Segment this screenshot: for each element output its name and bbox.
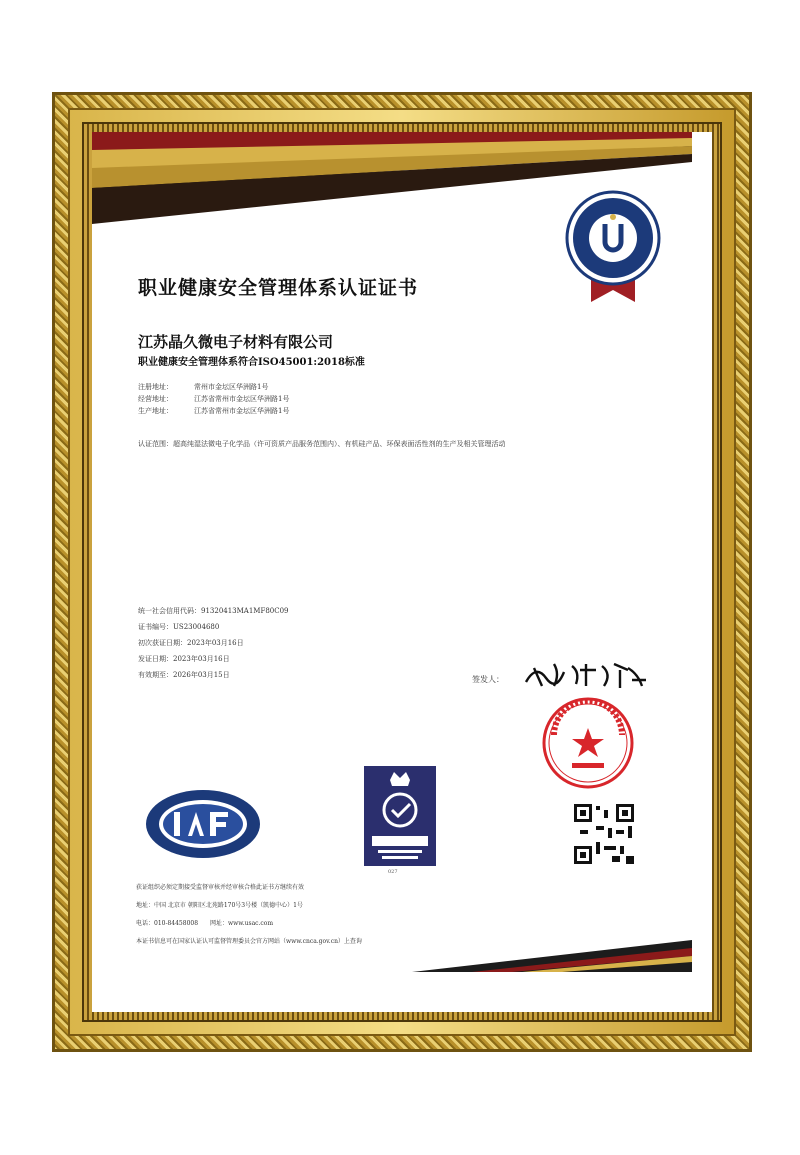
detail-value: 91320413MA1MF80C09 (201, 607, 289, 615)
address-value: 江苏省常州市金坛区华洲路1号 (194, 395, 290, 403)
certificate-paper (92, 132, 712, 1012)
detail-row (138, 623, 219, 632)
detail-value: 2026年03月15日 (173, 671, 230, 679)
detail-label: 发证日期： (138, 655, 173, 663)
frame-middle (68, 108, 736, 1036)
company-name: 江苏晶久微电子材料有限公司 (138, 333, 334, 351)
detail-row (138, 607, 289, 616)
detail-value: 2023年03月16日 (173, 655, 230, 663)
ukas-logo-icon (364, 766, 436, 866)
address-label: 注册地址： (138, 383, 173, 391)
signer-label: 签发人： (472, 675, 504, 684)
detail-value: 2023年03月16日 (187, 639, 244, 647)
address-value: 常州市金坛区华洲路1号 (194, 383, 269, 391)
scope-block (138, 439, 658, 450)
scope-text: 超高纯湿法微电子化学品（许可资质产品服务范围内）、有机硅产品、环保表面活性剂的生产及相关管理活动 (173, 440, 506, 448)
address-value: 江苏省常州市金坛区华洲路1号 (194, 407, 290, 415)
detail-label: 初次获证日期： (138, 639, 187, 647)
detail-label: 证书编号： (138, 623, 173, 631)
gold-frame (52, 92, 752, 1052)
address-label: 生产地址： (138, 407, 173, 415)
address-row (138, 383, 268, 392)
qr-code-icon (572, 802, 636, 866)
detail-row (138, 639, 244, 648)
address-row (138, 407, 289, 416)
scope-label: 认证范围： (138, 440, 173, 448)
address-label: 经营地址： (138, 395, 173, 403)
ukas-number: 027 (388, 869, 398, 875)
bottom-ribbon-decoration (92, 940, 692, 972)
iaf-logo-icon (144, 788, 262, 860)
footer-line: 地址：中国 北京市 朝阳区北苑路170号3号楼（凯德中心）1号 (136, 902, 303, 909)
red-seal-icon (540, 695, 636, 791)
address-row (138, 395, 289, 404)
detail-label: 统一社会信用代码： (138, 607, 201, 615)
footer-line: 电话：010-84458008 网址：www.usac.com (136, 920, 274, 927)
footer-line: 本证书信息可在国家认证认可监督管理委员会官方网站（www.cnca.gov.cn）上查询 (136, 938, 362, 945)
certificate-title: 职业健康安全管理体系认证证书 (138, 277, 419, 299)
standard-statement: 职业健康安全管理体系符合ISO45001:2018标准 (138, 357, 365, 368)
frame-inner (82, 122, 722, 1022)
detail-row (138, 671, 230, 680)
detail-row (138, 655, 230, 664)
signature-image (520, 656, 650, 692)
detail-label: 有效期至： (138, 671, 173, 679)
certification-badge-icon (565, 190, 661, 302)
detail-value: US23004680 (173, 623, 220, 631)
footer-line: 获证组织必须定期接受监督审核并经审核合格此证书方继续有效 (136, 884, 305, 891)
